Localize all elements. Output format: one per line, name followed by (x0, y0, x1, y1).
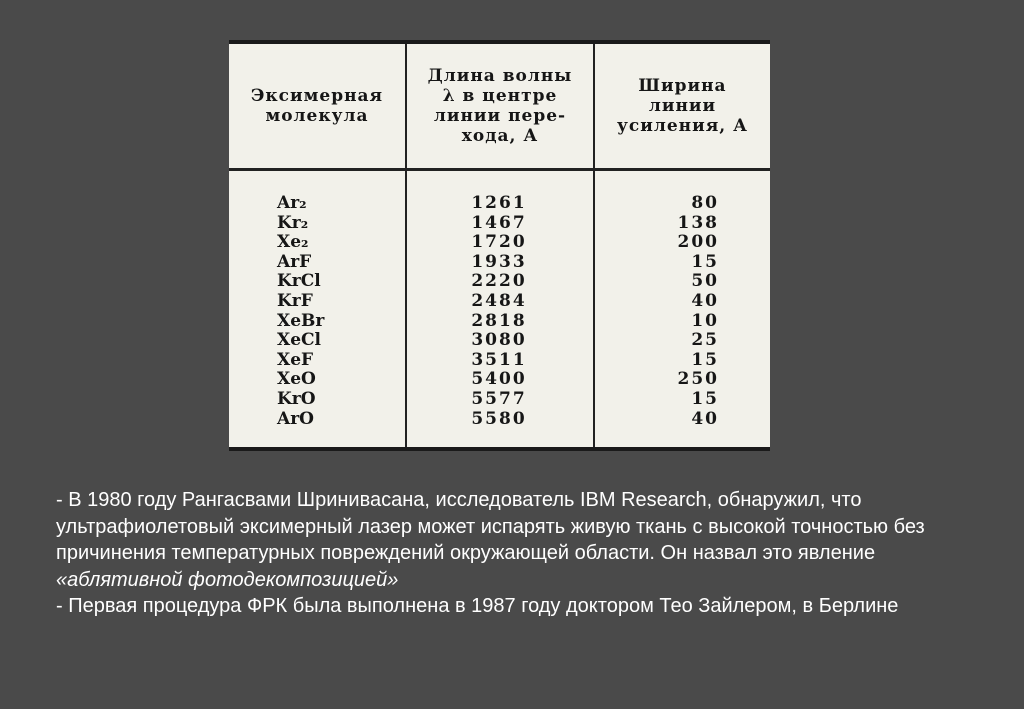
header-line: Ширина (638, 76, 727, 96)
wavelength-cell: 3511 (471, 349, 527, 370)
wavelength-cell: 5577 (471, 388, 527, 409)
wavelength-cell: 1933 (471, 251, 527, 272)
header-line: линии пере- (433, 106, 567, 126)
molecule-column (277, 194, 324, 429)
wavelength-cell: 1467 (471, 212, 527, 233)
wavelength-cell: 1261 (471, 193, 527, 213)
linewidth-cell: 80 (691, 193, 719, 213)
molecule-cell: ArF (277, 251, 312, 272)
wavelength-cell: 3080 (471, 330, 527, 351)
header-linewidth (595, 44, 770, 168)
header-line: Длина волны (427, 66, 573, 86)
slide-body-text (56, 487, 976, 620)
linewidth-cell: 200 (677, 232, 719, 253)
linewidth-cell: 50 (691, 271, 719, 292)
linewidth-cell: 40 (691, 408, 719, 429)
molecule-cell: Xe₂ (277, 232, 309, 253)
header-line: Эксимерная (250, 86, 384, 106)
paragraph-text: - В 1980 году Рангасвами Шринивасана, исследователь IBM Research, обнаружил, что ультрафиолетовый эксимерный лазер может испарять живую ткань с высокой точностью без причинения температурных повреждений окружающей области. Он назвал это явление (56, 489, 925, 564)
linewidth-cell: 138 (677, 212, 719, 233)
header-line: λ в центре (442, 86, 558, 106)
wavelength-cell: 2220 (471, 271, 527, 292)
molecule-cell: XeBr (277, 310, 325, 331)
molecule-cell: KrO (277, 388, 316, 409)
wavelength-cell: 2484 (471, 290, 527, 311)
header-line: молекула (265, 106, 369, 126)
linewidth-cell: 15 (691, 251, 719, 272)
header-molecule (229, 44, 405, 168)
header-line: усиления, А (617, 116, 748, 136)
linewidth-column (647, 194, 719, 429)
linewidth-cell: 10 (691, 310, 719, 331)
paragraph-first-prk: - Первая процедура ФРК была выполнена в 1987 году доктором Тео Зайлером, в Берлине (56, 595, 899, 617)
wavelength-column (451, 194, 547, 429)
wavelength-cell: 5580 (471, 408, 527, 429)
molecule-cell: KrF (277, 290, 313, 311)
paragraph-discovery (56, 487, 976, 593)
linewidth-cell: 25 (691, 330, 719, 351)
molecule-cell: XeO (277, 369, 316, 390)
linewidth-cell: 250 (677, 369, 719, 390)
wavelength-cell: 5400 (471, 369, 527, 390)
wavelength-cell: 2818 (471, 310, 527, 331)
molecule-cell: Kr₂ (277, 212, 309, 233)
header-divider (229, 168, 770, 171)
molecule-cell: XeCl (277, 330, 321, 351)
wavelength-cell: 1720 (471, 232, 527, 253)
linewidth-cell: 15 (691, 388, 719, 409)
italic-term: «аблятивной фотодекомпозицией» (56, 568, 399, 591)
molecule-cell: Ar₂ (277, 193, 307, 213)
molecule-cell: XeF (277, 349, 314, 370)
header-wavelength (407, 44, 593, 168)
header-line: линии (648, 96, 717, 116)
excimer-table-image (229, 40, 770, 451)
molecule-cell: KrCl (277, 271, 321, 292)
header-line: хода, А (461, 126, 539, 146)
linewidth-cell: 15 (691, 349, 719, 370)
molecule-cell: ArO (277, 408, 314, 429)
linewidth-cell: 40 (691, 290, 719, 311)
